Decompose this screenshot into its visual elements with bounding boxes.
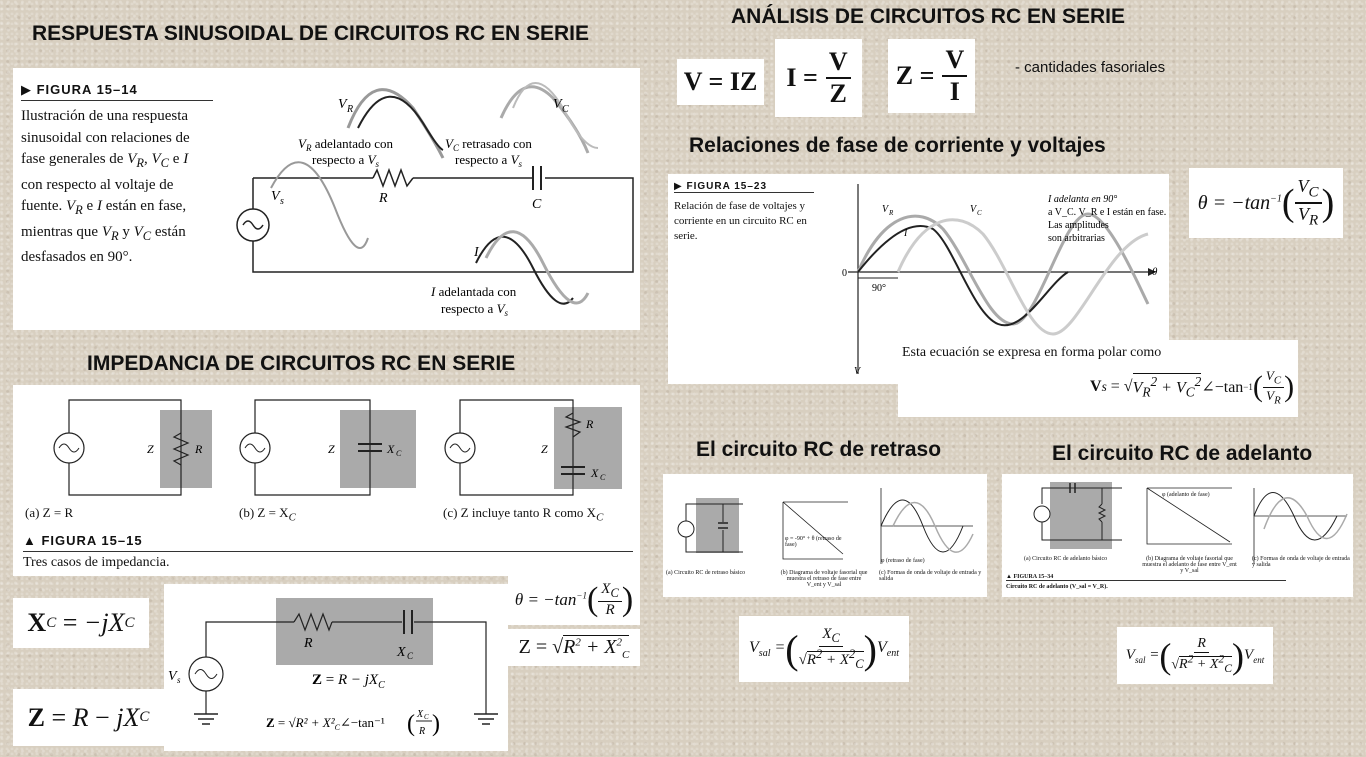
svg-text:R: R (379, 191, 388, 206)
lead-caption-b: (b) Diagrama de voltaje fasorial que muestra el adelanto de fase entre V_ent y V_sal (1142, 556, 1237, 574)
figure-caption: Circuito RC de adelanto (V_sal = V_R). (1006, 584, 1108, 590)
svg-text:V: V (970, 204, 977, 215)
svg-text:R: R (347, 104, 354, 115)
figure-title: ▶ FIGURA 15–23 (674, 181, 814, 193)
case-a-label: (a) Z = R (25, 505, 74, 520)
lead-circuit-figure (1002, 474, 1353, 597)
figure-caption: Relación de fase de voltajes y corriente en un circuito RC en serie. (674, 200, 807, 242)
lag-phi-label: φ = -90° + θ (retraso de fase) (785, 536, 842, 548)
svg-text:VC retrasado con: $V_C$ retrasado con (445, 136, 532, 153)
svg-text:I: I (904, 228, 908, 239)
polar-text: Esta ecuación se expresa en forma polar como (902, 345, 1162, 360)
svg-text:X: X (591, 466, 599, 480)
lag-caption-a: (a) Circuito RC de retraso básico (666, 570, 746, 576)
lag-caption-b: (b) Diagrama de voltaje fasorial que muestra el retraso de fase entre V_ent y V_sal (780, 570, 868, 588)
svg-text:respecto a Vs: respecto a $V_s$ (441, 301, 509, 318)
polar-form-panel (898, 340, 1298, 417)
svg-text:Las amplitudes: Las amplitudes (1048, 220, 1109, 231)
equation-z-r-jxc: Z = R − jX C (13, 689, 164, 746)
svg-text:R: R (586, 417, 594, 431)
svg-text:(: ( (407, 711, 415, 737)
svg-text:0: 0 (842, 268, 847, 279)
svg-text:Z: Z (541, 442, 548, 456)
svg-text:X: X (387, 442, 395, 456)
heading-analysis: ANÁLISIS DE CIRCUITOS RC EN SERIE (731, 5, 1125, 28)
lag-phi-wave-label: φ (retraso de fase) (881, 558, 925, 564)
equation-vsal-lead: $V_{sal}$ = ( $\frac{R}{√R^2 + X^2_C}$ ) $V_{ent}$ (1117, 627, 1273, 684)
svg-text:R: R (419, 726, 426, 737)
heading-lag-circuit: El circuito RC de retraso (696, 438, 942, 461)
caption-line: fuente. $V_R$ e I están en fase, (21, 198, 187, 217)
svg-text:C: C (407, 651, 414, 661)
svg-text:R: R (304, 636, 313, 651)
heading-impedance: IMPEDANCIA DE CIRCUITOS RC EN SERIE (87, 352, 516, 375)
svg-text:C: C (600, 473, 606, 482)
lead-caption-a: (a) Circuito RC de adelanto básico (1024, 556, 1108, 562)
figure-15-14 (13, 68, 640, 330)
caption-line: desfasados en 90°. (21, 249, 133, 265)
equation-z-v-over-i: Z = $\frac{V}{I}$ (888, 39, 975, 113)
case-c-label: (c) Z incluye tanto R como $X_C$ (443, 505, 604, 524)
figure-caption: Tres casos de impedancia. (23, 555, 170, 570)
caption-line: Ilustración de una respuesta (21, 108, 189, 124)
svg-text:V: V (168, 669, 177, 684)
svg-text:s: s (177, 675, 181, 685)
rc-circuit-diagram (164, 584, 508, 751)
equation-theta-phase: $\theta = -\tan^{-1}$ ( $\frac{V_C}{V_R}$ ) (1189, 168, 1343, 238)
rc-series-circuit (164, 584, 508, 751)
svg-text:C: C (424, 713, 429, 721)
figure-title: ▲ FIGURA 15–15 (23, 533, 633, 552)
svg-text:a V_C. V_R e I están en fase.: a V_C. V_R e I están en fase. (1048, 207, 1167, 218)
svg-text:I: I (474, 245, 479, 260)
caption-line: con respecto al voltaje de (21, 176, 174, 193)
heading-lead-circuit: El circuito RC de adelanto (1052, 442, 1313, 465)
svg-text:I adelantada con: I adelantada con (431, 284, 517, 299)
equation-i-v-over-z: I = $\frac{V}{Z}$ (775, 39, 862, 117)
svg-text:V: V (882, 204, 889, 215)
phasor-note: - cantidades fasoriales (1015, 59, 1166, 76)
lag-caption-c: (c) Formas de onda de voltaje de entrada y salida (879, 570, 982, 582)
equation-theta-xc-r: $\theta = -\tan^{-1}$ ( $\frac{X_C}{R}$ ) (508, 575, 640, 625)
lag-circuit-figure (663, 474, 987, 597)
resistor-icon (373, 170, 413, 186)
caption-line: fase generales de $V_R$, $V_C$ e I (21, 151, 189, 170)
svg-text:C: C (562, 104, 569, 115)
svg-text:respecto a Vs: respecto a $V_s$ (455, 152, 523, 169)
svg-text:90°: 90° (872, 283, 886, 294)
svg-text:I adelanta en 90°: I adelanta en 90° (1048, 194, 1118, 205)
svg-text:C: C (977, 209, 982, 217)
ac-source-icon (1034, 506, 1050, 522)
lead-phi-label: φ (adelanto de fase) (1162, 492, 1210, 498)
ac-source-icon (678, 521, 694, 537)
svg-text:son arbitrarias: son arbitrarias (1048, 233, 1105, 244)
heading-phase: Relaciones de fase de corriente y voltajes (689, 134, 1106, 157)
svg-text:VR adelantado con: $V_R$ adelantado con (298, 136, 394, 153)
circuit-diagram (13, 68, 640, 330)
figure-title: ▲ FIGURA 15–34 (1006, 574, 1286, 581)
figure-15-15 (13, 385, 640, 576)
svg-text:C: C (532, 197, 542, 212)
svg-text:s: s (280, 196, 284, 207)
caption-line: sinusoidal con relaciones de (21, 129, 190, 146)
svg-text:Z = √R² + X²C∠−tan⁻¹: $Z = √R^2 + X^2_C\angle-\tan^{-1}$ (266, 715, 385, 732)
svg-text:R: R (889, 209, 894, 217)
equation-xc: X C = −jX C (13, 598, 149, 648)
svg-text:R: R (195, 442, 203, 456)
svg-text:V: V (553, 97, 562, 112)
lead-caption-c: (c) Formas de onda de voltaje de entrada y salida (1252, 556, 1350, 568)
svg-text:): ) (432, 711, 440, 737)
svg-text:C: C (396, 449, 402, 458)
svg-text:respecto a Vs: respecto a $V_s$ (312, 152, 380, 169)
svg-text:V: V (338, 97, 347, 112)
svg-text:Z: Z (147, 442, 154, 456)
svg-text:V: V (854, 366, 861, 377)
figure-title: ▶ FIGURA 15–14 (21, 82, 213, 101)
equation-vsal-lag: $V_{sal}$ = ( $\frac{X_C}{√R^2 + X^2_C}$ ) $V_{ent}$ (739, 616, 909, 682)
svg-text:Z: Z (328, 442, 335, 456)
svg-text:X: X (397, 645, 406, 660)
equation-z-magnitude: Z = √ $R^2 + X^2_C$ (508, 629, 640, 666)
heading-sinusoidal: RESPUESTA SINUSOIDAL DE CIRCUITOS RC EN SERIE (32, 22, 589, 45)
caption-line: mientras que $V_R$ y $V_C$ están (21, 223, 186, 243)
svg-text:V: V (271, 189, 280, 204)
svg-text:Z = R − jXC: $Z = R - jX_C$ (312, 672, 385, 691)
svg-text:X: X (417, 709, 424, 720)
equation-v-iz: V = IZ (677, 59, 764, 105)
svg-text:θ: θ (1152, 266, 1158, 278)
equation-vs-polar: V s = √ $V_R^2 + V_C^2$ ∠−tan −1 ( $\frac{V_C}{V_R}$ ) (1090, 368, 1295, 407)
case-b-label: (b) $Z = X_C$ (239, 505, 296, 524)
